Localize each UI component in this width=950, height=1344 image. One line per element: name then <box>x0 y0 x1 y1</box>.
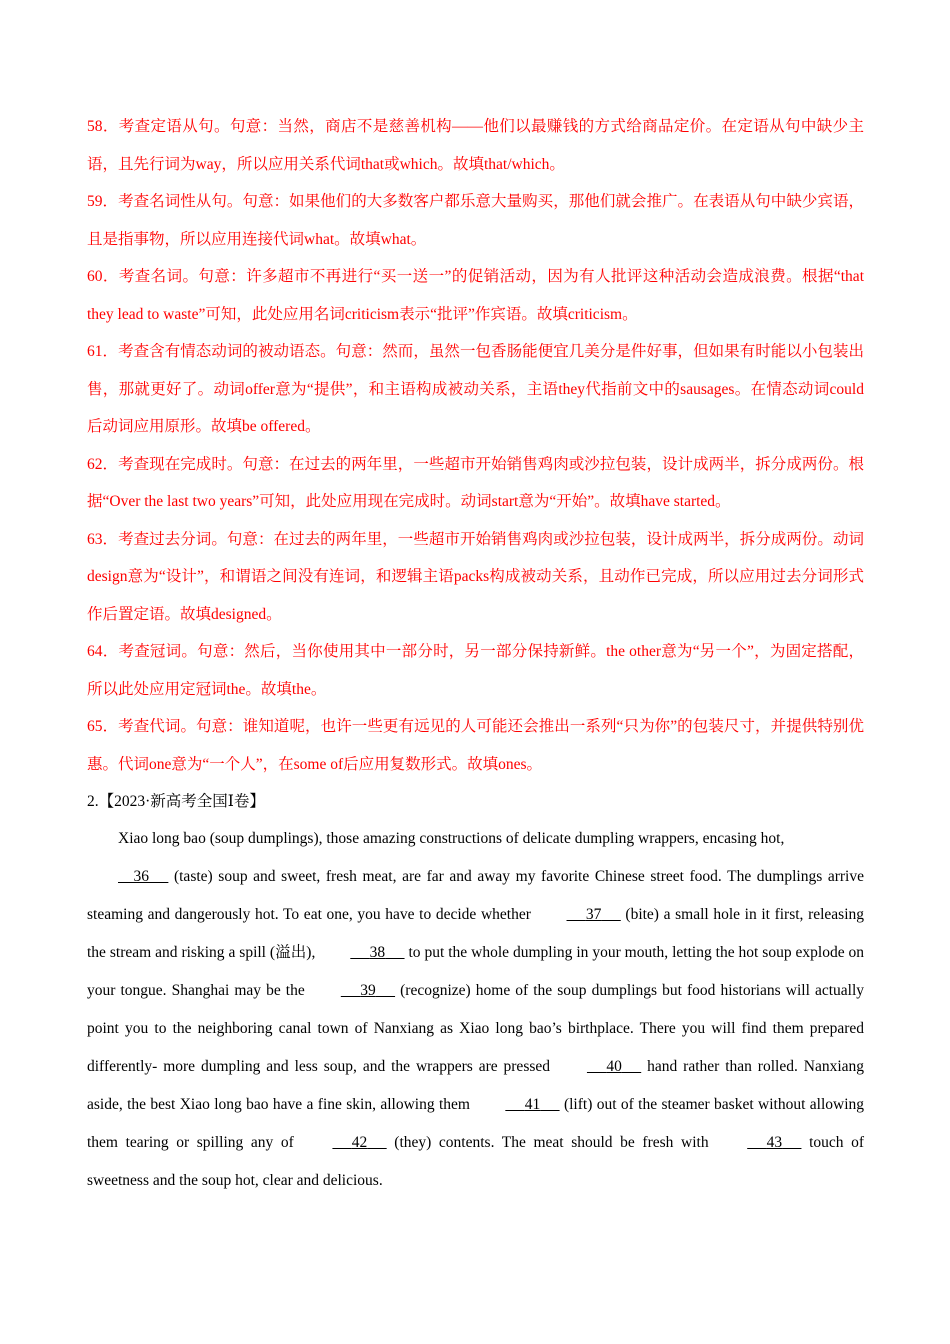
passage-text: hand rather than rolled. Nanxiang aside, the best Xiao long bao have a fine skin, allowing them <box>87 1058 865 1113</box>
passage-text: to put the whole dumpling in your mouth, letting the hot soup explode on your tongue. Shanghai may be the <box>87 944 865 999</box>
answer-58: 58．考查定语从句。句意：当然，商店不是慈善机构——他们以最赚钱的方式给商品定价。在定语从句中缺少主语，且先行词为way，所以应用关系代词that或which。故填that/which。 <box>87 118 864 173</box>
passage-text: (they) contents. The meat should be fresh with <box>394 1134 709 1151</box>
passage-text: (recognize) home of the soup dumplings but food historians will actually point you to the neighboring canal town of Nanxiang as Xiao long bao’s birthplace. There you will find them prepared differently- more dumpling and less soup, and the wrappers are pressed <box>87 982 865 1075</box>
answer-61: 61．考查含有情态动词的被动语态。句意：然而，虽然一包香肠能便宜几美分是件好事，但如果有时能以小包装出售，那就更好了。动词offer意为“提供”，和主语构成被动关系，主语they代指前文中的sausages。在情态动词could后动词应用原形。故填be offered。 <box>87 343 864 435</box>
document-page <box>87 108 864 1200</box>
blank-38: 38 <box>369 944 386 961</box>
answer-62: 62．考查现在完成时。句意：在过去的两年里，一些超市开始销售鸡肉或沙拉包装，设计成两半，拆分成两份。根据“Over the last two years”可知，此处应用现在完成时。动词start意为“开始”。故填have started。 <box>87 455 864 510</box>
blank-39: 39 <box>360 982 376 999</box>
answer-59: 59．考查名词性从句。句意：如果他们的大多数客户都乐意大量购买，那他们就会推广。在表语从句中缺少宾语，且是指事物，所以应用连接代词what。故填what。 <box>87 193 864 248</box>
answer-64: 64．考查冠词。句意：然后，当你使用其中一部分时，另一部分保持新鲜。the other意为“另一个”，为固定搭配，所以此处应用定冠词the。故填the。 <box>87 643 864 698</box>
blank-42: 42 <box>351 1134 368 1151</box>
blank-36: 36 <box>133 868 149 885</box>
blank-41: 41 <box>524 1096 541 1113</box>
answer-65: 65．考查代词。句意：谁知道呢，也许一些更有远见的人可能还会推出一系列“只为你”的包装尺寸，并提供特别优惠。代词one意为“一个人”，在some of后应用复数形式。故填ones。 <box>87 718 864 773</box>
blank-37: 37 <box>585 906 602 923</box>
blank-40: 40 <box>606 1058 622 1075</box>
passage-text: touch of sweetness and the soup hot, clear and delicious. <box>87 1134 865 1189</box>
passage-text: (lift) out of the steamer basket without allowing them tearing or spilling any of <box>87 1096 864 1151</box>
section-heading: 2.【2023·新高考全国Ⅰ卷】 <box>87 793 265 810</box>
reading-passage <box>87 820 864 1200</box>
answer-63: 63．考查过去分词。句意：在过去的两年里，一些超市开始销售鸡肉或沙拉包装，设计成两半，拆分成两份。动词design意为“设计”，和谓语之间没有连词，和逻辑主语packs构成被动关系，且动作已完成，所以应用过去分词形式作后置定语。故填designed。 <box>87 530 864 623</box>
blank-43: 43 <box>766 1134 783 1151</box>
answer-60: 60．考查名词。句意：许多超市不再进行“买一送一”的促销活动，因为有人批评这种活动会造成浪费。根据“that they lead to waste”可知，此处应用名词criticism表示“批评”作宾语。故填criticism。 <box>87 268 864 323</box>
passage-text: (taste) soup and sweet, fresh meat, are far and away my favorite Chinese street food. The dumplings arrive steaming and dangerously hot. To eat one, you have to decide whether <box>87 868 864 923</box>
passage-text: Xiao long bao (soup dumplings), those amazing constructions of delicate dumpling wrappers, encasing hot, <box>118 830 785 847</box>
passage-text: (bite) a small hole in it first, releasing the stream and risking a spill (溢出), <box>87 906 865 961</box>
